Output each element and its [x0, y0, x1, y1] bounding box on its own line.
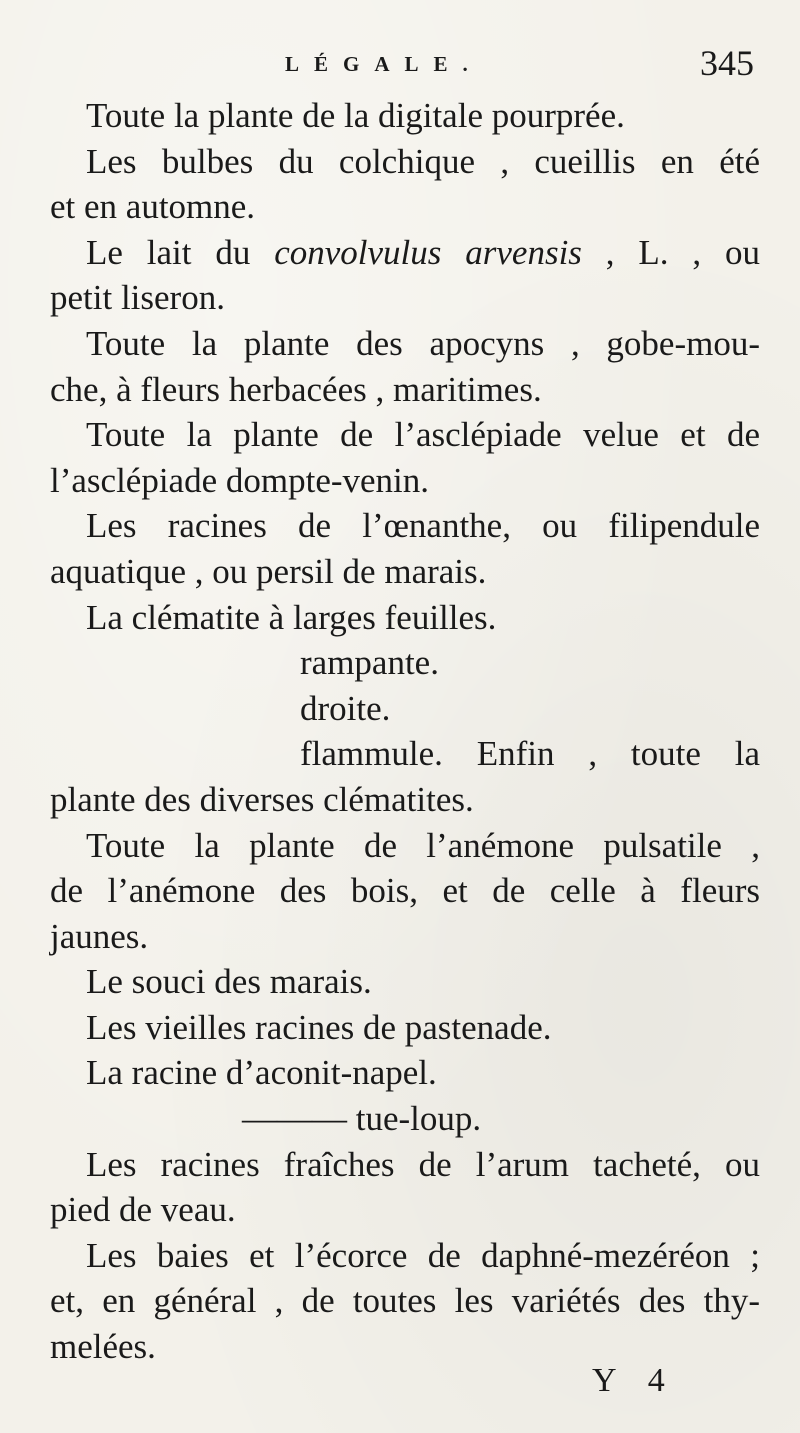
text-line: Toute la plante de la digitale pourprée.: [86, 96, 625, 135]
text-line: droite.: [300, 688, 391, 728]
text-line: Les vieilles racines de pastenade.: [86, 1007, 552, 1047]
text-line: et, en général , de toutes les variétés des thy-: [50, 1281, 760, 1321]
text-line: La clématite à larges feuilles.: [86, 597, 497, 637]
body-text: [50, 93, 760, 1370]
running-head: LÉGALE.: [285, 52, 483, 76]
text-line: flammule. Enfin , toute la: [300, 734, 760, 774]
text-line: l’asclépiade dompte-venin.: [50, 460, 430, 500]
text-line: Toute la plante de l’anémone pulsatile ,: [86, 825, 760, 865]
text-line: La racine d’aconit-napel.: [86, 1053, 437, 1093]
text-line: Toute la plante de l’asclépiade velue et de: [86, 415, 760, 455]
text-line: plante des diverses clématites.: [50, 779, 474, 819]
text-line: Les racines de l’œnanthe, ou filipendule: [86, 506, 760, 546]
text-line: jaunes.: [50, 916, 149, 956]
text-line: rampante.: [300, 643, 439, 683]
text-line: petit liseron.: [50, 278, 225, 318]
text-fragment: , L. , ou: [581, 232, 761, 272]
text-line: [50, 230, 760, 276]
text-line: Les baies et l’écorce de daphné-mezéréon ;: [86, 1235, 760, 1275]
text-line: melées.: [50, 1327, 156, 1367]
text-fragment: Le lait du: [86, 232, 275, 272]
text-line: Les racines fraîches de l’arum tacheté, ou: [86, 1144, 760, 1184]
text-line: Le souci des marais.: [86, 962, 372, 1002]
text-line: Toute la plante des apocyns , gobe-mou-: [86, 323, 760, 363]
text-line: de l’anémone des bois, et de celle à fleurs: [50, 871, 760, 911]
page-number: 345: [700, 43, 754, 83]
text-line: ——— tue-loup.: [242, 1099, 482, 1139]
text-line: che, à fleurs herbacées , maritimes.: [50, 369, 542, 409]
text-line: aquatique , ou persil de marais.: [50, 551, 487, 591]
text-line: pied de veau.: [50, 1190, 236, 1230]
text-line: et en automne.: [50, 187, 256, 227]
italic-term: convolvulus arvensis: [274, 232, 582, 272]
text-line: Les bulbes du colchique , cueillis en été: [86, 141, 760, 181]
signature-mark: Y 4: [592, 1362, 677, 1399]
